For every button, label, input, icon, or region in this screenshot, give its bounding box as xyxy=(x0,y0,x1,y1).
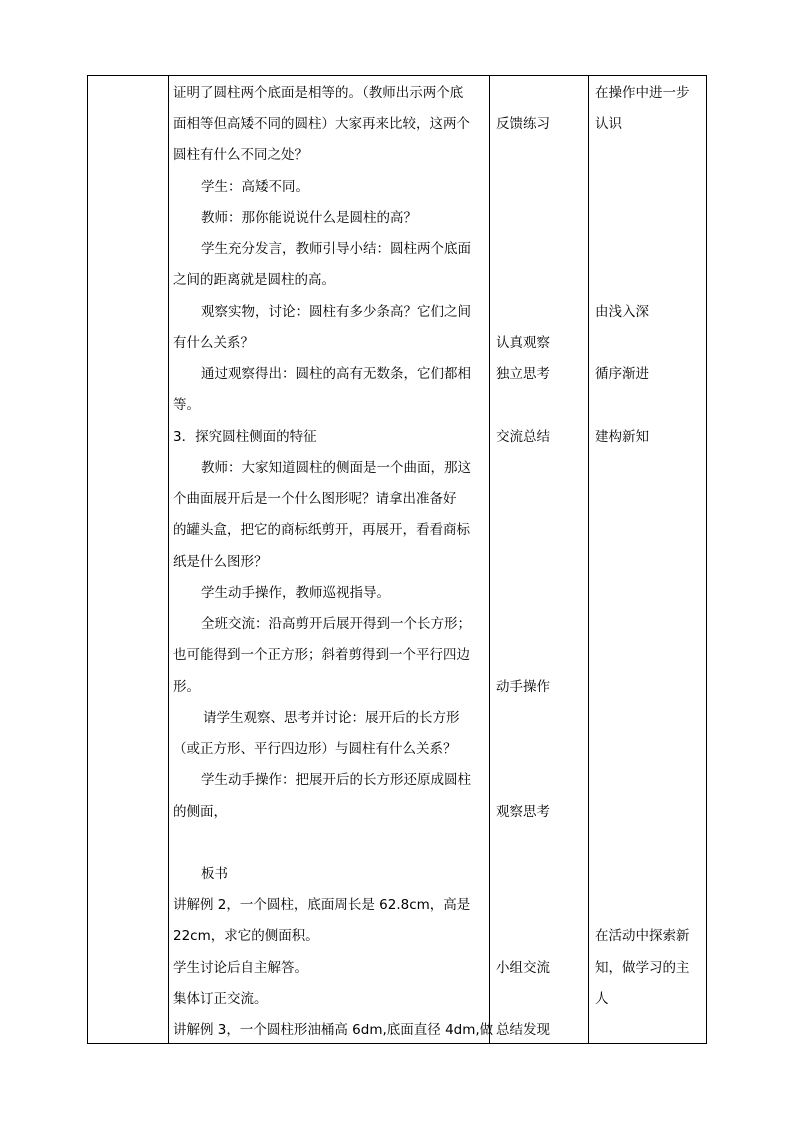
process-line: 学生：高矮不同。 xyxy=(201,179,309,195)
activity-line: 认真观察 xyxy=(496,335,550,351)
column-divider xyxy=(489,76,490,1043)
process-line: （或正方形、平行四边形）与圆柱有什么关系？ xyxy=(173,741,457,757)
process-line: 通过观察得出：圆柱的高有无数条，它们都相 xyxy=(201,366,471,382)
process-line: 之间的距离就是圆柱的高。 xyxy=(173,272,335,288)
process-line: 学生讨论后自主解答。 xyxy=(173,960,308,976)
process-line: 讲解例 2，一个圆柱，底面周长是 62.8cm，高是 xyxy=(173,897,471,913)
process-line: 学生充分发言，教师引导小结：圆柱两个底面 xyxy=(201,241,471,257)
intent-line: 知，做学习的主 xyxy=(595,960,690,976)
process-line: 讲解例 3，一个圆柱形油桶高 6dm,底面直径 4dm,做 xyxy=(173,1022,494,1038)
process-line: 学生动手操作：把展开后的长方形还原成圆柱 xyxy=(201,772,471,788)
process-line: 有什么关系？ xyxy=(173,335,254,351)
first-column-cell xyxy=(88,76,168,1043)
process-line: 圆柱有什么不同之处？ xyxy=(173,147,308,163)
process-line: 纸是什么图形？ xyxy=(173,554,268,570)
column-divider xyxy=(168,76,169,1043)
activity-line: 交流总结 xyxy=(496,429,550,445)
design-intent-column xyxy=(595,76,705,1043)
process-line: 集体订正交流。 xyxy=(173,991,268,1007)
process-line: 学生动手操作，教师巡视指导。 xyxy=(201,585,390,601)
process-line: 观察实物，讨论：圆柱有多少条高？它们之间 xyxy=(201,304,471,320)
process-line: 教师：那你能说说什么是圆柱的高？ xyxy=(201,210,417,226)
process-line: 面相等但高矮不同的圆柱）大家再来比较，这两个 xyxy=(173,116,470,132)
intent-line: 在活动中探索新 xyxy=(595,928,690,944)
process-line: 个曲面展开后是一个什么图形呢？请拿出准备好 xyxy=(173,491,457,507)
process-line: 的侧面， xyxy=(173,804,227,820)
process-line: 3．探究圆柱侧面的特征 xyxy=(173,429,317,445)
intent-line: 循序渐进 xyxy=(595,366,649,382)
activity-line: 总结发现 xyxy=(496,1022,550,1038)
process-line: 的罐头盒，把它的商标纸剪开，再展开，看看商标 xyxy=(173,522,470,538)
intent-line: 认识 xyxy=(595,116,622,132)
student-activity-column xyxy=(496,76,586,1043)
process-line: 22cm，求它的侧面积。 xyxy=(173,928,319,944)
activity-line: 反馈练习 xyxy=(496,116,550,132)
process-line: 全班交流：沿高剪开后展开得到一个长方形； xyxy=(201,616,471,632)
intent-line: 人 xyxy=(595,991,609,1007)
intent-line: 由浅入深 xyxy=(595,304,649,320)
activity-line: 独立思考 xyxy=(496,366,550,382)
activity-line: 动手操作 xyxy=(496,679,550,695)
teaching-process-column xyxy=(173,76,494,1043)
column-divider xyxy=(588,76,589,1043)
lesson-table xyxy=(87,75,707,1044)
activity-line: 观察思考 xyxy=(496,804,550,820)
process-line: 请学生观察、思考并讨论：展开后的长方形 xyxy=(203,710,460,726)
process-line: 也可能得到一个正方形；斜着剪得到一个平行四边 xyxy=(173,647,470,663)
process-line: 教师：大家知道圆柱的侧面是一个曲面，那这 xyxy=(201,460,471,476)
activity-line: 小组交流 xyxy=(496,960,550,976)
process-line: 形。 xyxy=(173,679,200,695)
process-line: 板书 xyxy=(201,866,228,882)
intent-line: 建构新知 xyxy=(595,429,649,445)
intent-line: 在操作中进一步 xyxy=(595,85,690,101)
process-line: 证明了圆柱两个底面是相等的。（教师出示两个底 xyxy=(173,85,464,101)
process-line: 等。 xyxy=(173,397,200,413)
